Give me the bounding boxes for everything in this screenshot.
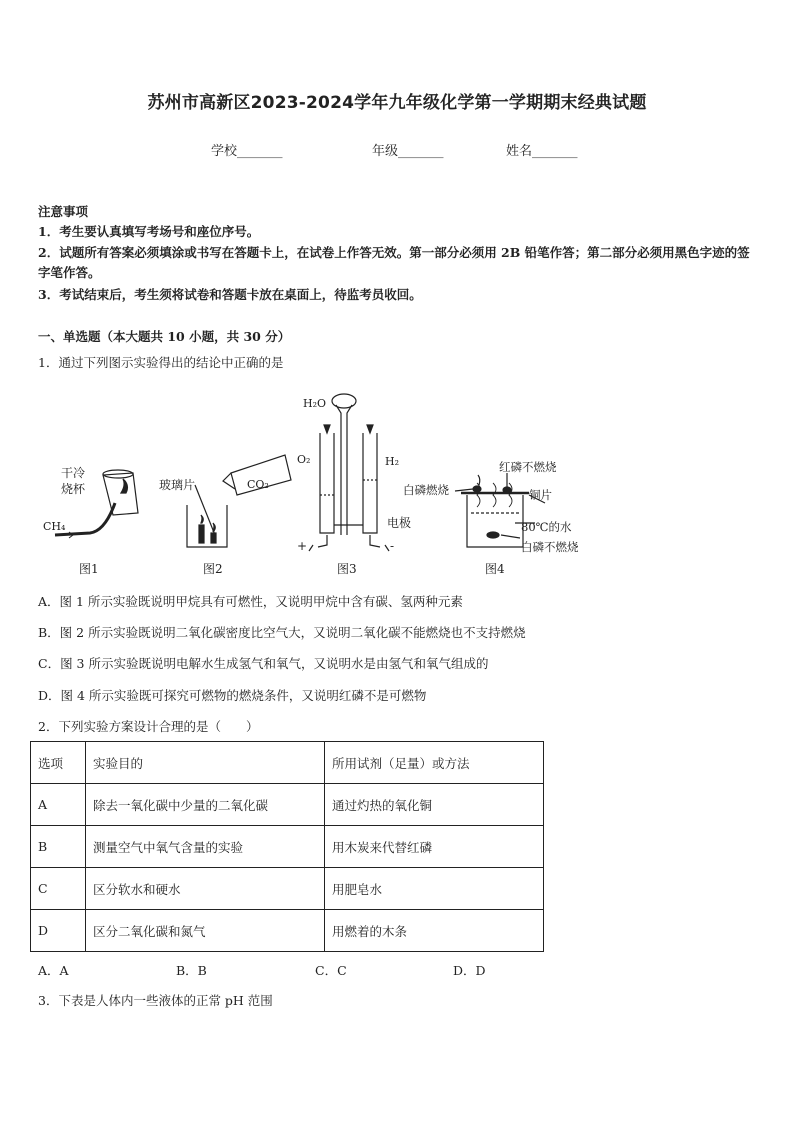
table-cell: 区分软水和硬水 [86, 868, 325, 910]
question-2-option-a: A．A [38, 963, 69, 978]
fig3-label-plus: + [297, 539, 308, 553]
fig4-label-white-p-burn: 白磷燃烧 [403, 483, 449, 497]
table-cell: 用燃着的木条 [325, 910, 544, 952]
table-header-cell: 实验目的 [86, 742, 325, 784]
experiment-figure [35, 385, 595, 580]
fig4-label-red-p: 红磷不燃烧 [499, 460, 557, 474]
fig3-caption: 图3 [337, 562, 357, 576]
fig4-caption: 图4 [485, 562, 505, 576]
table-cell: 用木炭来代替红磷 [325, 826, 544, 868]
question-1-option-c: C．图 3 所示实验既说明电解水生成氢气和氧气，又说明水是由氢气和氧气组成的 [38, 656, 489, 671]
question-2-option-c: C．C [315, 963, 347, 978]
fig1-label-cup: 干冷 [61, 466, 86, 480]
table-row [31, 910, 544, 952]
page-title: 苏州市高新区2023-2024学年九年级化学第一学期期末经典试题 [147, 93, 647, 113]
table-cell: 区分二氧化碳和氮气 [86, 910, 325, 952]
fig2-caption: 图2 [203, 562, 223, 576]
fig3-label-h2o: H₂O [303, 397, 327, 410]
fig1-caption: 图1 [79, 562, 99, 576]
notice-heading: 注意事项 [38, 204, 89, 219]
question-2-option-b: B．B [176, 963, 207, 978]
table-cell: 除去一氧化碳中少量的二氧化碳 [86, 784, 325, 826]
fig3-label-minus: - [390, 539, 395, 553]
question-2-option-d: D．D [453, 963, 486, 978]
question-2-stem: 2．下列实验方案设计合理的是（ ） [38, 719, 259, 734]
table-header-cell: 选项 [31, 742, 86, 784]
table-cell: B [31, 826, 86, 868]
notice-item-3: 3．考试结束后，考生须将试卷和答题卡放在桌面上，待监考员收回。 [38, 287, 422, 302]
question-2-table [30, 741, 544, 952]
question-3-stem: 3．下表是人体内一些液体的正常 pH 范围 [38, 993, 273, 1008]
table-header-cell: 所用试剂（足量）或方法 [325, 742, 544, 784]
grade-field: 年级_______ [372, 144, 444, 159]
fig4-combustion-conditions [403, 460, 579, 576]
fig2-co2-candles [159, 455, 291, 576]
table-header-row [31, 742, 544, 784]
question-1-option-d: D．图 4 所示实验既可探究可燃物的燃烧条件，又说明红磷不是可燃物 [38, 688, 427, 703]
fig4-label-copper: 铜片 [529, 488, 552, 502]
notice-item-1: 1．考生要认真填写考场号和座位序号。 [38, 224, 260, 239]
fig3-label-o2: O₂ [297, 453, 311, 466]
question-1-option-b: B．图 2 所示实验既说明二氧化碳密度比空气大，又说明二氧化碳不能燃烧也不支持燃烧 [38, 625, 526, 640]
table-cell: D [31, 910, 86, 952]
question-1-option-a: A．图 1 所示实验既说明甲烷具有可燃性，又说明甲烷中含有碳、氢两种元素 [38, 594, 463, 609]
fig4-label-water: 80℃的水 [521, 520, 572, 534]
notice-item-2: 2．试题所有答案必须填涂或书写在答题卡上，在试卷上作答无效。第一部分必须用 2B 铅笔作答；第二部分必须用黑色字迹的签字笔作答。 [38, 245, 750, 280]
fig1-label-cup2: 烧杯 [61, 482, 86, 496]
fig1-methane-combustion [43, 465, 138, 576]
school-field: 学校_______ [211, 144, 283, 159]
fig2-label-co2: CO₂ [247, 478, 269, 491]
fig4-label-white-p-no: 白磷不燃烧 [521, 540, 579, 554]
fig3-electrolysis [297, 394, 411, 576]
table-cell: C [31, 868, 86, 910]
question-1-stem: 1．通过下列图示实验得出的结论中正确的是 [38, 355, 284, 370]
section-heading: 一、单选题（本大题共 10 小题，共 30 分） [38, 329, 291, 344]
fig2-label-glass: 玻璃片 [159, 478, 196, 492]
table-cell: A [31, 784, 86, 826]
table-row [31, 868, 544, 910]
fig3-label-h2: H₂ [385, 455, 400, 468]
fig3-label-electrode: 电极 [387, 516, 412, 530]
table-cell: 用肥皂水 [325, 868, 544, 910]
table-row [31, 784, 544, 826]
table-cell: 通过灼热的氧化铜 [325, 784, 544, 826]
name-field: 姓名_______ [506, 144, 578, 159]
fig1-label-ch4: CH₄ [43, 520, 66, 533]
table-cell: 测量空气中氧气含量的实验 [86, 826, 325, 868]
table-row [31, 826, 544, 868]
